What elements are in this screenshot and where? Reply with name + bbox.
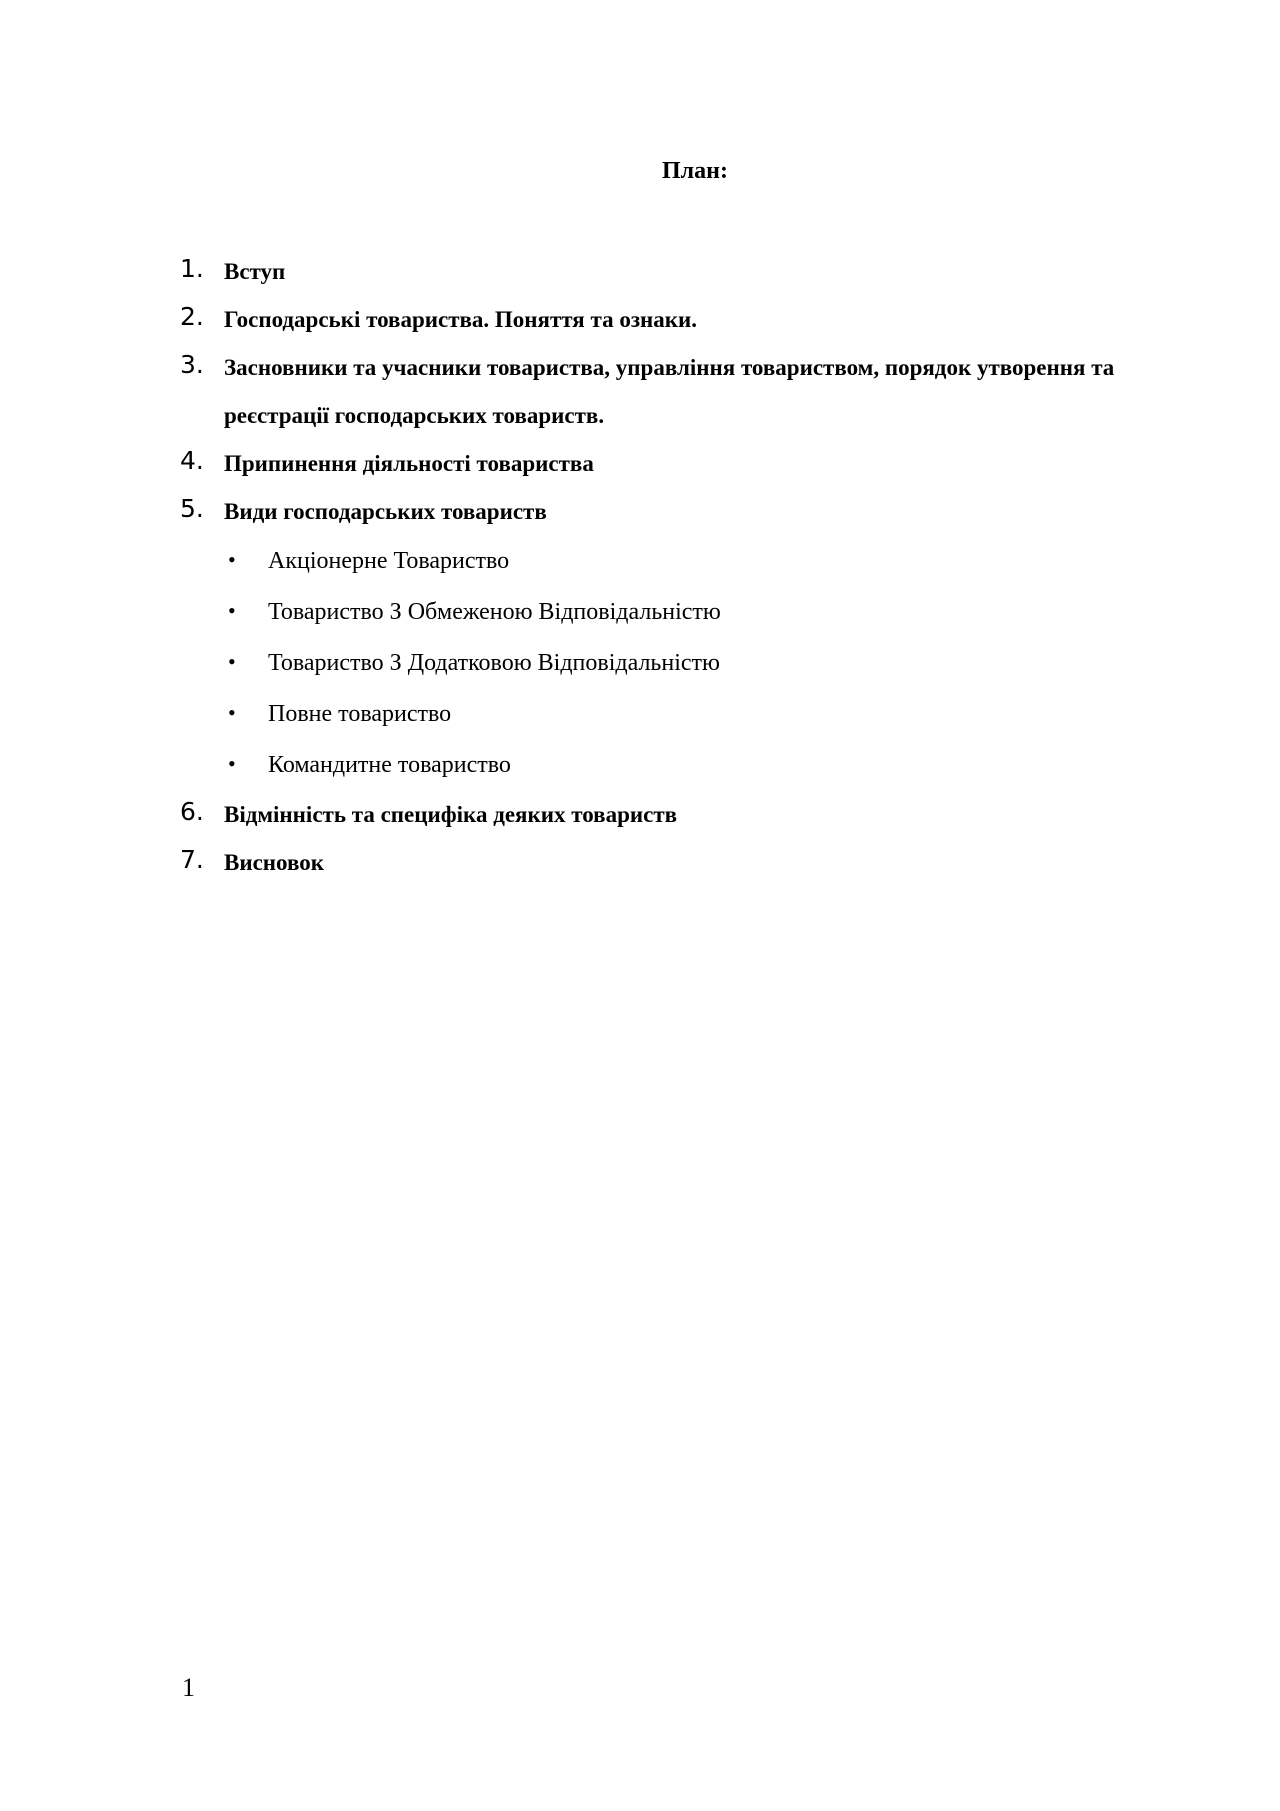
plan-item-4 (180, 440, 1200, 488)
bullet-icon: • (228, 649, 236, 674)
plan-item-7 (180, 839, 1200, 887)
plan-list (180, 248, 1200, 887)
plan-item-2 (180, 296, 1200, 344)
list-number: 6. (180, 797, 204, 826)
sub-item-text: Товариство З Додатковою Відповідальністю (268, 650, 720, 676)
page-number: 1 (182, 1673, 195, 1702)
sub-item-1 (224, 536, 1200, 587)
sub-list (224, 536, 1200, 791)
sub-item-text: Акціонерне Товариство (268, 548, 510, 574)
sub-item-3 (224, 638, 1200, 689)
list-item-text: Відмінність та специфіка деяких товариств (224, 802, 678, 827)
list-item-text: Вступ (224, 259, 286, 284)
list-number: 1. (180, 254, 204, 283)
page-title: План: (662, 158, 728, 184)
sub-item-text: Товариство З Обмеженою Відповідальністю (268, 599, 721, 625)
bullet-icon: • (228, 700, 236, 725)
list-item-text: Види господарських товариств (224, 499, 547, 524)
plan-item-6 (180, 791, 1200, 839)
sub-item-4 (224, 689, 1200, 740)
plan-item-3 (180, 344, 1200, 440)
list-number: 5. (180, 494, 204, 523)
list-number: 2. (180, 302, 204, 331)
bullet-icon: • (228, 598, 236, 623)
list-item-text: Висновок (224, 850, 324, 875)
sub-item-5 (224, 740, 1200, 791)
plan-item-5 (180, 488, 1200, 791)
sub-item-text: Повне товариство (268, 701, 452, 727)
list-item-text: Господарські товариства. Поняття та ознаки. (224, 307, 698, 332)
list-number: 3. (180, 350, 204, 379)
plan-item-1 (180, 248, 1200, 296)
list-item-text: Засновники та учасники товариства, управління товариством, порядок утворення та реєстрації господарських товариств. (224, 355, 1115, 428)
list-item-text: Припинення діяльності товариства (224, 451, 594, 476)
sub-item-text: Командитне товариство (268, 752, 511, 778)
list-number: 4. (180, 446, 204, 475)
bullet-icon: • (228, 751, 236, 776)
bullet-icon: • (228, 547, 236, 572)
list-number: 7. (180, 845, 204, 874)
sub-item-2 (224, 587, 1200, 638)
